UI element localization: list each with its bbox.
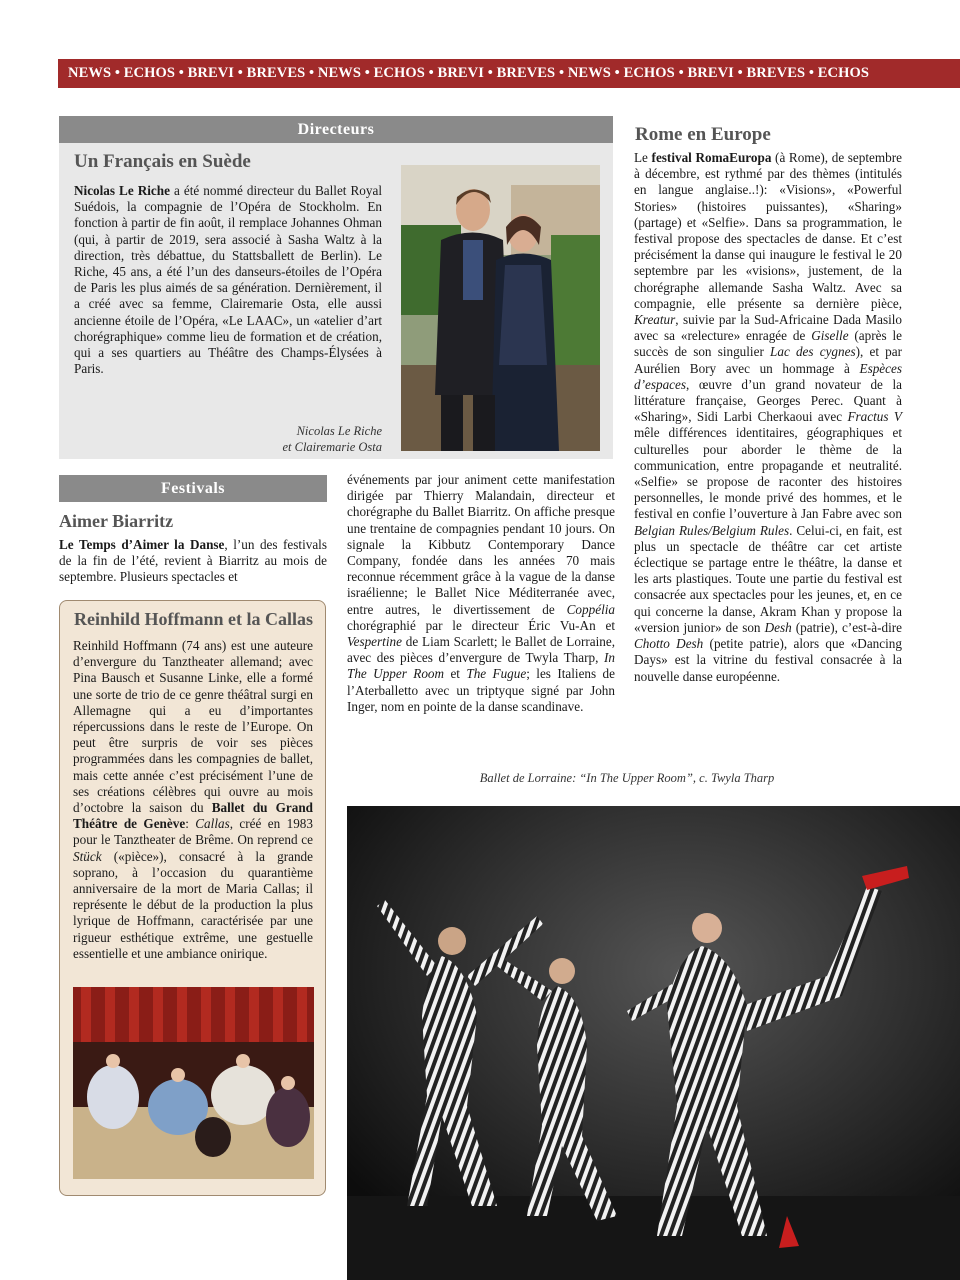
dancers-illustration	[347, 806, 960, 1280]
text: ), et par Aurélien Bory avec un hommage à	[634, 344, 902, 376]
article-body-biarritz-start	[59, 537, 327, 586]
text: Reinhild Hoffmann (74 ans) est une auteure d’envergure du Tanztheater allemand; avec Pina Bausch et Susanne Linke, elle a formé une sorte de trio de ce genre théâtral surgi en Allemagne qui a eu d’importantes répercussions dans le reste de l’Europe. On peut être surpris de voir ses pièces programmées dans les compagnies de ballet, mais cette année c’est précisément l’une de ses créations célèbres qui ouvre au mois d’octobre la saison du	[73, 638, 313, 816]
lead-name: Nicolas Le Riche	[74, 183, 170, 198]
work-title: Stück	[73, 848, 102, 864]
work-title: Vespertine	[347, 634, 402, 650]
text: de Liam Scarlett; le Ballet de Lorraine, avec des pièces d’envergure de Twyla Tharp,	[347, 634, 615, 666]
section-header-festivals: Festivals	[59, 475, 327, 502]
article-body-suede	[74, 183, 382, 377]
festival-name: Le Temps d’Aimer la Danse	[59, 537, 225, 552]
work-title: Belgian Rules/Belgium Rules	[634, 522, 790, 538]
text: ; les Italiens de l’Aterballetto avec un triptyque signé par John Inger, nom en pointe de la danse scandinave.	[347, 666, 615, 714]
photo-caption-ballet-lorraine: Ballet de Lorraine: “In The Upper Room”, c. Twyla Tharp	[479, 771, 775, 785]
text: Le	[634, 150, 652, 165]
photo-leriche-osta	[401, 165, 600, 451]
text: , œuvre d’un grand novateur de la littérature française, Georges Perec. Quant à «Sharing», Sidi Larbi Cherkaoui avec	[634, 376, 902, 425]
photo-ballet-lorraine	[347, 806, 960, 1280]
text: (petite patrie), alors que «Dancing Days» est la vitrine du festival consacrée à la nouvelle danse européenne.	[634, 636, 902, 684]
text: , suivie par la Sud-Africaine Dada Masilo avec sa «relecture» enragée de	[634, 312, 902, 344]
text: (à Rome), de septembre à décembre, est rythmé par des thèmes (intitulés en langue anglaise..!): «Visions», «Powerful Stories» (histoires puissantes), «Sharing» (partage) et «Selfie». Dans sa programmation, le festival propose des spectacles de danse. Et c’est précisément la danse qui inaugure le festival le 20 septembre par les «visions», justement, de la chorégraphe allemande Sasha Waltz. Avec sa compagnie, elle présente sa dernière pièce,	[634, 150, 902, 311]
text: chorégraphié par le directeur Éric Vu-An et	[347, 617, 615, 633]
work-title: Chotto Desh	[634, 636, 704, 652]
photo-caption-leriche	[220, 423, 382, 455]
article-title-hoffmann: Reinhild Hoffmann et la Callas	[74, 609, 314, 629]
couple-photo-illustration	[401, 165, 600, 451]
article-body-hoffmann	[73, 638, 313, 962]
festival-name: festival RomaEuropa	[651, 150, 772, 165]
work-title: Giselle	[811, 328, 849, 344]
work-title: Kreatur	[634, 312, 676, 328]
work-title: In The Upper Room	[347, 650, 615, 682]
text: (patrie), c’est-à-dire	[791, 619, 902, 635]
work-title: Coppélia	[566, 601, 615, 617]
text: mêle différences identitaires, géographiques et culturelles pour aborder le thème de la communication, entre propagande et neutralité. «Selfie» se propose de raconter des histoires personnelles, le monde privé des hommes, et le festival en confie l’ouverture à Jan Fabre avec son	[634, 425, 902, 522]
caption-line: Nicolas Le Riche	[296, 424, 382, 438]
body-text: a été nommé directeur du Ballet Royal Suédois, la compagnie de l’Opéra de Stockholm. En fonction à partir de fin août, il remplace Johannes Ohman (qui, à partir de 2019, sera associé à Sasha Waltz à la direction, très débattue, du Stattsballett de Berlin). Le Riche, 45 ans, a été l’un des danseurs-étoiles de l’Opéra de Paris les plus aimés de sa génération. Dernièrement, il a créé avec sa femme, Clairemarie Osta, elle aussi ancienne étoile de l’Opéra, «Le LAAC», un «atelier d’art chorégraphique» comme lieu de formation et de création, qui a ses quartiers au Théâtre des Champs-Élysées à Paris.	[74, 183, 382, 377]
article-title-biarritz: Aimer Biarritz	[59, 511, 174, 531]
article-title-suede: Un Français en Suède	[74, 151, 251, 172]
work-title: Fractus V	[847, 409, 902, 425]
caption-line: et Clairemarie Osta	[282, 440, 382, 454]
work-title: The Fugue	[466, 666, 527, 682]
photo-callas-stage	[73, 987, 314, 1179]
article-title-rome: Rome en Europe	[635, 124, 771, 145]
work-title: Desh	[764, 619, 792, 635]
text: («pièce»), consacré à la grande soprano, à l’occasion du quarantième anniversaire de la mort de Maria Callas; il représente le début de la production la plus lyrique de Hoffmann, caractérisée par une rigueur esthétique extrême, une gestuelle essentielle et une ambiance onirique.	[73, 848, 313, 961]
section-header-directeurs: Directeurs	[59, 116, 613, 143]
article-body-biarritz-cont	[347, 472, 615, 715]
text: événements par jour animent cette manifestation dirigée par Thierry Malandain, directeur et chorégraphe du Ballet Biarritz. On affiche presque une trentaine de compagnies pendant 10 jours. On signale la Kibbutz Contemporary Dance Company, fondée dans les années 70 mais reconnue récemment grâce à la vague de la danse israélienne; le Ballet Nice Méditerranée avec, entre autres, le divertissement de	[347, 472, 615, 617]
company-name: Ballet du Grand Théâtre de Genève	[73, 800, 313, 832]
work-title: Espèces d’espaces	[634, 360, 902, 392]
text: , l’un des festivals de la fin de l’été, revient à Biarritz au mois de septembre. Plusieurs spectacles et	[59, 537, 327, 585]
text: . Celui-ci, en fait, est plus un spectacle de théâtre car cet artiste éclectique se partage entre le théâtre, la danse et les arts plastiques. Toute une partie du festival est consacrée aux spectacles pour les jeunes, et, en ce qui concerne la danse, Akram Khan y propose la «version junior» de son	[634, 522, 902, 635]
work-title: Callas	[195, 816, 230, 832]
callas-stage-illustration	[73, 987, 314, 1179]
text: et	[444, 666, 467, 682]
text: (après le succès de son singulier	[634, 328, 902, 360]
article-body-rome	[634, 150, 902, 685]
text: :	[185, 816, 196, 832]
text: , créé en 1983 pour le Tanztheater de Brême. On reprend ce	[73, 816, 313, 848]
news-banner: NEWS • ECHOS • BREVI • BREVES • NEWS • ECHOS • BREVI • BREVES • NEWS • ECHOS • BREVI • BREVES • ECHOS	[58, 59, 960, 88]
work-title: Lac des cygnes	[770, 344, 856, 360]
